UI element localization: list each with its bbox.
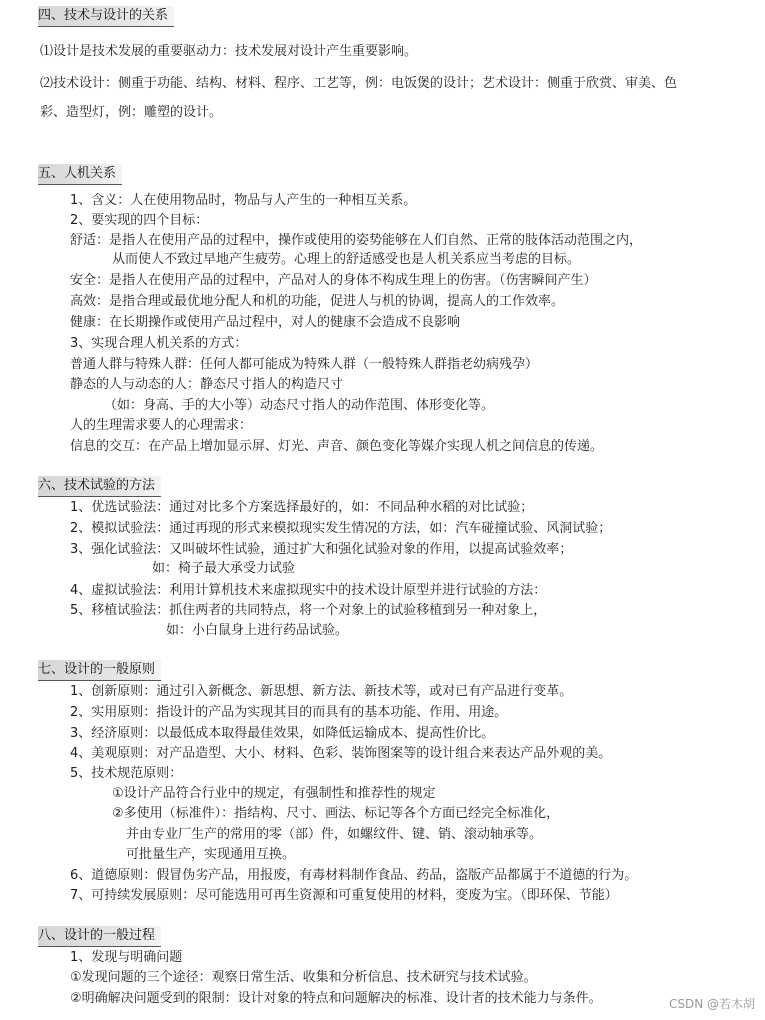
- text-line: 3、实现合理人机关系的方式：: [70, 336, 248, 351]
- section-heading-test-methods: 六、技术试验的方法: [38, 476, 161, 497]
- text-line: 1、优选试验法：通过对比多个方案选择最好的，如：不同品种水稻的对比试验；: [70, 500, 534, 515]
- section-heading-tech-design: 四、技术与设计的关系: [38, 6, 174, 27]
- text-line: ⑵技术设计：侧重于功能、结构、材料、程序、工艺等，例：电饭煲的设计；艺术设计：侧重于欣赏、审美、色: [40, 76, 678, 91]
- text-line: 高效：是指合理或最优地分配人和机的功能，促进人与机的协调，提高人的工作效率。: [70, 294, 565, 309]
- text-line: （如：身高、手的大小等）动态尺寸指人的动作范围、体形变化等。: [104, 398, 495, 413]
- text-line: 人的生理需求要人的心理需求：: [70, 418, 253, 433]
- text-line: 健康：在长期操作或使用产品过程中，对人的健康不会造成不良影响: [70, 315, 461, 330]
- text-line: 5、技术规范原则：: [70, 766, 183, 781]
- section-heading-design-process: 八、设计的一般过程: [38, 926, 161, 947]
- text-line: 如：小白鼠身上进行药品试验。: [166, 623, 349, 638]
- section-heading-design-principles: 七、设计的一般原则: [38, 660, 161, 681]
- text-line: 7、可持续发展原则：尽可能选用可再生资源和可重复使用的材料，变废为宝。（即环保、节能）: [70, 888, 618, 903]
- text-line: ②明确解决问题受到的限制：设计对象的特点和问题解决的标准、设计者的技术能力与条件。: [70, 991, 602, 1006]
- text-line: 4、虚拟试验法：利用计算机技术来虚拟现实中的技术设计原型并进行试验的方法：: [70, 583, 547, 598]
- text-line: 5、移植试验法：抓住两者的共同特点，将一个对象上的试验移植到另一种对象上，: [70, 603, 547, 618]
- text-line: ①发现问题的三个途径：观察日常生活、收集和分析信息、技术研究与技术试验。: [70, 970, 537, 985]
- text-line: 1、含义：人在使用物品时，物品与人产生的一种相互关系。: [70, 193, 417, 208]
- text-line: 静态的人与动态的人：静态尺寸指人的构造尺寸: [70, 377, 344, 392]
- text-line: ①设计产品符合行业中的规定，有强制性和推荐性的规定: [112, 786, 436, 801]
- text-line: 2、实用原则：指设计的产品为实现其目的而具有的基本功能、作用、用途。: [70, 705, 508, 720]
- text-line: 可批量生产，实现通用互换。: [126, 847, 296, 862]
- text-line: 安全：是指人在使用产品的过程中，产品对人的身体不构成生理上的伤害。（伤害瞬间产生）: [70, 273, 597, 288]
- text-line: 2、要实现的四个目标：: [70, 213, 209, 228]
- text-line: 如：椅子最大承受力试验: [152, 561, 296, 576]
- section-heading-human-machine: 五、人机关系: [38, 164, 122, 185]
- text-line: 从而使人不致过早地产生疲劳。心理上的舒适感受也是人机关系应当考虑的目标。: [112, 252, 581, 267]
- text-line: 2、模拟试验法：通过再现的形式来模拟现实发生情况的方法，如：汽车碰撞试验、风洞试验；: [70, 521, 612, 536]
- text-line: 1、创新原则：通过引入新概念、新思想、新方法、新技术等，或对已有产品进行变革。: [70, 684, 573, 699]
- text-line: 3、强化试验法：又叫破坏性试验，通过扩大和强化试验对象的作用，以提高试验效率；: [70, 542, 573, 557]
- text-line: 舒适：是指人在使用产品的过程中，操作或使用的姿势能够在人们自然、正常的肢体活动范围之内，: [70, 233, 643, 248]
- text-line: 普通人群与特殊人群：任何人都可能成为特殊人群（一般特殊人群指老幼病残孕）: [70, 357, 539, 372]
- text-line: 彩、造型灯，例：雕塑的设计。: [40, 105, 223, 120]
- text-line: 信息的交互：在产品上增加显示屏、灯光、声音、颜色变化等媒介实现人机之间信息的传递。: [70, 439, 604, 454]
- watermark: CSDN @若木胡: [668, 997, 755, 1011]
- text-line: 并由专业厂生产的常用的零（部）件，如螺纹件、键、销、滚动轴承等。: [126, 827, 543, 842]
- text-line: ⑴设计是技术发展的重要驱动力：技术发展对设计产生重要影响。: [40, 44, 418, 59]
- text-line: 6、道德原则：假冒伪劣产品，用报废，有毒材料制作食品、药品，盗版产品都属于不道德的行为。: [70, 868, 638, 883]
- text-line: 3、经济原则：以最低成本取得最佳效果，如降低运输成本、提高性价比。: [70, 726, 495, 741]
- text-line: 1、发现与明确问题: [70, 950, 183, 965]
- text-line: ②多使用（标准件）：指结构、尺寸、画法、标记等各个方面已经完全标准化，: [112, 806, 560, 821]
- text-line: 4、美观原则：对产品造型、大小、材料、色彩、装饰图案等的设计组合来表达产品外观的美。: [70, 746, 612, 761]
